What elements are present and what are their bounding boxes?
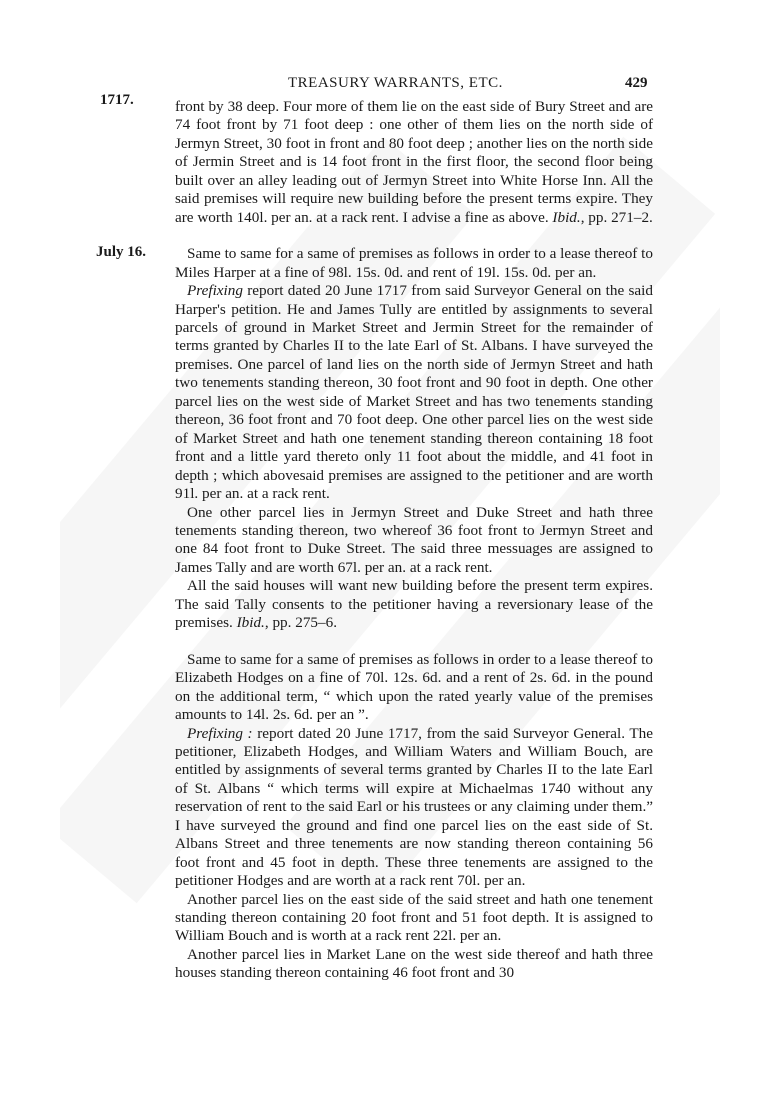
margin-date-july-16: July 16. — [96, 244, 147, 260]
paragraph-8: Another parcel lies on the east side of the said street and hath one tenement standing thereon containing 20 foot front and 51 foot depth. It is assigned to William Bouch and is worth at a rack rent 22l. per an. — [175, 890, 653, 945]
paragraph-9: Another parcel lies in Market Lane on the west side thereof and hath three houses standing thereon containing 46 foot front and 30 — [175, 945, 653, 982]
page-number: 429 — [625, 75, 648, 91]
margin-year: 1717. — [100, 92, 134, 108]
ibid-reference: Ibid. — [236, 614, 265, 632]
running-head: TREASURY WARRANTS, ETC. — [288, 75, 503, 91]
prefixing-label: Prefixing : — [187, 724, 253, 742]
paragraph-4: One other parcel lies in Jermyn Street and Duke Street and hath three tenements standing thereon, two whereof 36 foot front to Jermyn Street and one 84 foot front to Duke Street. The said three messuages are assigned to James Tally and are worth 67l. per an. at a rack rent. — [175, 503, 653, 576]
paragraph-7: Prefixing : report dated 20 June 1717, from the said Surveyor General. The petitioner, Elizabeth Hodges, and William Waters and William Bouch, are entitled by assignments of several terms granted by Charles II to the late Earl of St. Albans “ which terms will expire at Michaelmas 1740 without any reservation of rent to the said Earl or his trustees or any claiming under them.” I have surveyed the ground and find one parcel lies on the east side of St. Albans Street and three tenements are now standing thereon containing 56 foot front and 45 foot in depth. These three tenements are assigned to the petitioner Hodges and are worth at a rack rent 70l. per an. — [175, 724, 654, 890]
body-text — [175, 98, 653, 983]
paragraph-1: front by 38 deep. Four more of them lie on the east side of Bury Street and are 74 foot front by 71 foot deep : one other of them lies on the north side of Jermyn Street, 30 foot in front and 80 foot deep ; another lies on the north side of Jermin Street and is 14 foot front in the first floor, the second floor being built over an alley leading out of Jermyn Street into White Horse Inn. All the said premises will require new building before the present terms expire. They are worth 140l. per an. at a rack rent. I advise a fine as above. Ibid., pp. 271–2. — [175, 98, 653, 226]
paragraph-6: Same to same for a same of premises as follows in order to a lease thereof to Elizabeth Hodges on a fine of 70l. 12s. 6d. and a rent of 2s. 6d. in the pound on the additional term, “ which upon the rated yearly value of the premises amounts to 14l. 2s. 6d. per an ”. — [175, 650, 653, 724]
paragraph-5: All the said houses will want new building before the present term expires. The said Tally consents to the petitioner having a reversionary lease of the premises. Ibid., pp. 275–6. — [175, 577, 653, 632]
ibid-reference: Ibid. — [552, 208, 581, 226]
paragraph-2: Same to same for a same of premises as follows in order to a lease thereof to Miles Harper at a fine of 98l. 15s. 0d. and rent of 19l. 15s. 0d. per an. — [175, 245, 653, 281]
prefixing-label: Prefixing — [187, 282, 243, 300]
paragraph-3: Prefixing report dated 20 June 1717 from said Surveyor General on the said Harper's petition. He and James Tully are entitled by assignments to several parcels of ground in Market Street and Jermin Street for the remainder of terms granted by Charles II to the late Earl of St. Albans. I have surveyed the premises. One parcel of land lies on the north side of Jermyn Street and hath two tenements standing thereon, 30 foot front and 90 foot in depth. One other parcel lies on the west side of Market Street and has two tenements standing thereon, 36 foot front and 70 foot deep. One other parcel lies on the west side of Market Street and hath one tenement standing thereon containing 18 foot front and a little yard thereto only 11 foot about the middle, and 41 foot in depth ; which abovesaid premises are assigned to the petitioner and are worth 91l. per an. at a rack rent. — [175, 282, 653, 503]
